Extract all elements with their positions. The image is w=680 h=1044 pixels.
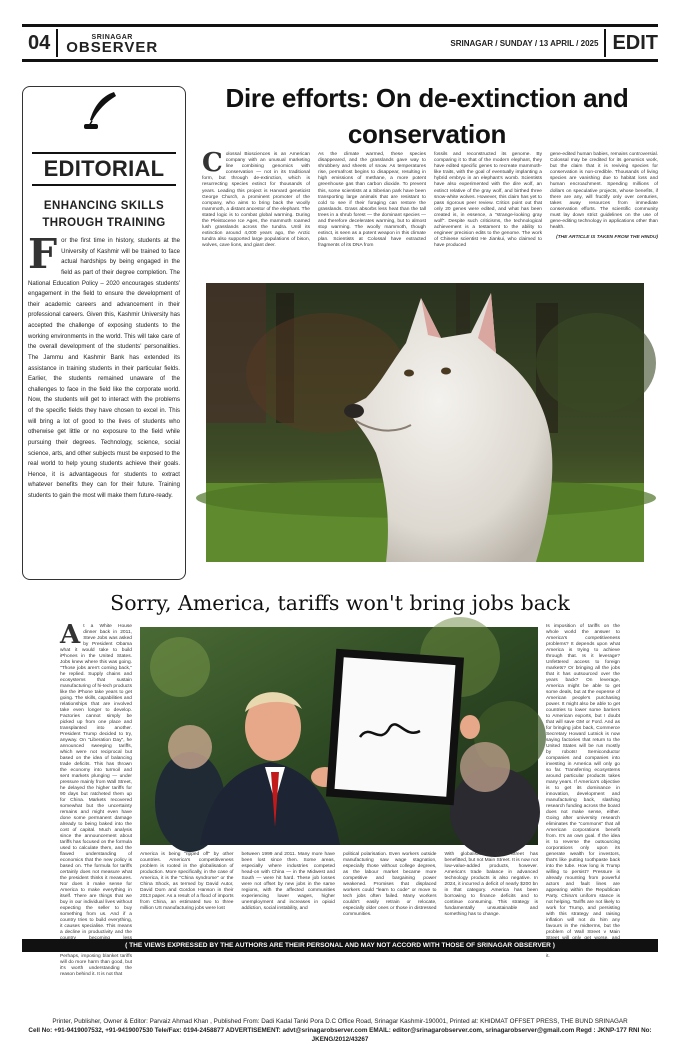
article1-headline: Dire efforts: On de-extinction and conservation [225,83,629,149]
article1-col4 [550,152,658,276]
imprint [22,1017,658,1044]
article1-columns [202,148,658,276]
article2-bottom-columns [140,852,538,938]
article1-col2: As the climate warmed, these species disappeared, and the grasslands gave way to shrubbery and sheets of snow. As temperatures rise, permafrost begins to disappear, resulting in high emissions of methane, a more potent greenhouse gas than carbon dioxide. To prevent this, some scientists at a Siberian park have been transporting large animals that are resistant to cold to see if their foraging can restore the grasslands. Grass absorbs less heat than the tall trees in a shrub forest — the dominant species — and therefore decelerates warming, but to almost stop warming. The woolly mammoth, though extinct, is seen as a potent weapon in this climate plan. Scientists at Colossal have extracted fragments of its DNA from [318,152,426,249]
newspaper-logo [66,33,159,56]
article1-col3: fossils and reconstructed its genome. By comparing it to that of the modern elephant, they have edited specific genes to recreate mammoth-like traits, with the goal of eventually implanting a hybrid embryo in an elephant's womb. Scientists have also experimented with the dire wolf, an extinct relative of the gray wolf, and birthed three snow-white wolves. However, this claim has yet to pass rigorous peer review. Critics point out that only 20 genes were edited, and what has been created is, in essence, a "strange-looking gray wolf". Despite such criticisms, the technological achievement is a testament to the ability to engineer precision edits to the genome. The work of Chinese scientist He Jiankui, who claimed to have produced [434,152,542,249]
dateline: SRINAGAR / SUNDAY / 13 APRIL / 2025 [450,38,599,48]
article1-drop-cap: C [202,148,223,178]
article1-col4-text: gene-edited human babies, remains controversial. Colossal may be credited for its genomics work, but the claim that it is reviving species for conservation is non-credible. Thousands of living species are vanishing due to habitat loss and human encroachment. Spending millions of dollars on speculative projects, whose benefits, if there are any, will fructify only over centuries, takes away resources from immediate conservation efforts. The scientific community must lay down strict guidelines on the use of gene-editing technology in applications other than health. [550,152,658,231]
editorial-body [28,230,180,502]
disclaimer-bar: ( THE VIEWS EXPRESSED BY THE AUTHORS ARE THEIR PERSONAL AND MAY NOT ACCORD WITH THOSE OF SRINAGAR OBSERVER ) [22,939,658,952]
wolf-illustration [206,283,644,562]
editorial-text: or the first time in history, students at the University of Kashmir will be trained to face actual hardships by being engaged in the field as part of their degree completion. The National Education Policy – 2020 encourages students' engagement in the field to ensure the development of their academic careers and advancement in their professional careers. Given this, Kashmir University has accepted the challenge of exposing students to the working environments in the world. This will take care of the overall development of the students' personalities. The Jammu and Kashmir Bank has extended its assistance in training students in their particular fields. Earlier, the students remained unaware of the challenges to face in the field like the corporate world. Now, the students will get to interact with the problems of the specific fields they have chosen to excel in. This will bring a lot of good to the lives of students who otherwise get little or no exposure to the field while pursuing their degrees. Technology, science, social science, arts, and other subjects must be exposed to the real world to help young students achieve their goals. Hence, it is advantageous for students to extract whatever benefits they can for their future. Training students to gain the most will make them future-ready. [28,238,180,499]
masthead [22,24,658,62]
imprint-line1: Printer, Publisher, Owner & Editor: Parvaiz Ahmad Khan , Published From: Dadi Kadal Tanki Pora D.C Office Road, Srinagar Kashmir-190001, Printed at: KHIDMAT OFFSET PRESS, THE BUND SRINAGAR [52,1018,628,1025]
article2-bottom-col2: between 1999 and 2011. Many more have been lost since then. Some areas, especially where industries competed head-on with China — in the Midwest and South — were hit hard. These job losses were not offset by new jobs in the same regions, with the affected communities experiencing lower wages, higher unemployment and increases in opioid addiction, social instability, and [241,852,335,911]
brand-main: OBSERVER [66,39,159,56]
article2-right-column: Is imposition of tariffs on the whole world the answer to America's competitiveness problems? It depends upon what America is trying to achieve through that. Is it leverage? Unfettered access to foreign markets? Or bringing all the jobs that it has outsourced over the years back? On leverage, America might be able to get some deals, but at the expense of American people's purchasing power. It might also be able to get countries to lower some barriers to American exports, but I doubt that will save GM or Ford. And as for bringing jobs back, Commerce Secretary Howard Lutnick is now saying factories that return to the United States will be run mostly by robots! Semiconductor companies and companies into investing in America will only go so far. Transferring ecosystems around particular products takes many years. If America's objective is to get its dominance in innovation, development and manufacturing back, slashing research funding across the board does not make sense, either. Going after university research eliminates the "commons" that all American corporations benefit from. It's an own goal. If the idea is to reverse the outsourcing corporations only upon its generate wealth for investors, that's like putting toothpaste back into the tube. How long is Trump willing to persist? Pressure is already mounting from powerful actors and fault lines are appearing within the Republican Party. China's uniform stance is not helping. Tariffs are not likely to work for Trump, and persisting with this strategy and raising inflation will not do him any favours in the midterms, but the problem of Wall Street v Main it. [546,624,620,959]
article2-left-text: t a White House dinner back in 2011, Steve Jobs was asked by President Obama what it would take to build iPhones in the United States. Jobs knew where this was going. "Those jobs aren't coming back," he replied. Supply chains and ecosystems that sustain manufacturing of hi-tech products like the iPhone take years to get going. The skills, capabilities and relationships that are involved take even longer to develop. Factories cannot simply be picked up from one place and transplanted into another. President Trump decided to try, anyway. On "Liberation Day", he announced sweeping tariffs, which were not reciprocal but based on the idea of balancing trade deficits. This has thrown the economy into turmoil and sent markets plunging — under pressure mainly from Wall Street, he delayed the higher tariffs for 90 days but ratcheted them up for China. Markets recovered somewhat but the uncertainty remains and might even have done some permanent damage already to being baked into the cost of capital. Much analysis since the announcement about tariffs has focused on the formula used to calculate them, and the flawed understanding of economics that the new policy is based on. The formula for tariffs certainly does not measure what the president thinks it measures. Nor does it make sense for America to make everything in itself. There are things that we buy in our individual lives without expecting the seller to buy something from us. And if a country tries to build everything, it causes specialise. This means a decline in productivity and the Perhaps, imposing blanket tariffs will do more harm than good, but it's worth understanding the reason behind it. It is not that [60,624,132,977]
article2-bottom-col3: political polarisation. Even workers outside manufacturing saw wage stagnation, especially those without college degrees, as the labour market became more competitive and bargaining power weakened. Promises that displaced workers could "learn to code" or move to tech jobs often failed. Many workers couldn't easily retrain or relocate, especially older ones or those in distressed communities. [343,852,437,917]
article1-col1 [202,148,310,276]
article2-headline: Sorry, America, tariffs won't bring jobs back [110,591,570,615]
editorial-headline: ENHANCING SKILLS THROUGH TRAINING [42,200,166,229]
white-wolf-photo [206,283,644,562]
imprint-line2: Cell No: +91-9419007532, +91-9419007530 Tele/Fax: 0194-2458877 ADVERTISEMENT: advt@srinagarobserver.com EMAIL: editor@srinagarobserver.com, srinagarobserver@gmail.com Regd : JKNP-177 RNI No: JKENG/2012/43267 [28,1027,652,1043]
article1-col1-text: olossal Biosciences is an American company with an unusual marketing line combining genomics with conservation — not in its traditional form, but through de-extinction, which is resurrecting species extinct for thousands of years. Leading this project is Harvard geneticist George Church, a prominent promoter of the company, who aims to bring back the woolly mammoth, a distant ancestor of the elephant. The stated logic is to combat global warming. During the Pleistocene Ice Ages, the mammoth roamed lush grasslands across the tundra. Until its extinction around 4,000 years ago, the Arctic tundra also supported large populations of bison, wolves, cave lions, and giant deer. [202,152,310,249]
section-label: EDIT [604,29,658,57]
article2-bottom-col4: With globalisation, Wall Street has benefitted, but not Main Street. It is now not low-value-added products, however. America's trade balance in advanced technology products is also negative. In 2024, it incurred a deficit of nearly $200 bn in that category. America has been borrowing to finance deficits and to continue consuming. This strategy is fundamentally unsustainable and something has to change. [444,852,538,917]
trump-illustration [140,627,538,845]
article2-left-column [60,620,132,977]
page-number: 04 [22,29,58,57]
article2-drop-cap: A [60,620,81,650]
trump-tariff-photo [140,627,538,845]
article1-credit: (THE ARTICLE IS TAKEN FROM THE HINDU) [556,235,658,241]
brand-small: SRINAGAR [91,34,133,41]
editorial-drop-cap: F [28,230,58,278]
editorial-label: EDITORIAL [32,152,176,186]
article2-bottom-col1: America is being "ripped off" by other countries. America's competitiveness problem is rooted in the globalisation of production. More specifically, in the case of America, it is the "China syndrome" or the China Shock, as termed by David Autor, David Dorn and Gordon Hanson in their 2013 paper. As a result of a flood of imports from China, an estimated two to three million US manufacturing jobs were lost [140,852,234,911]
quill-icon [80,90,124,130]
